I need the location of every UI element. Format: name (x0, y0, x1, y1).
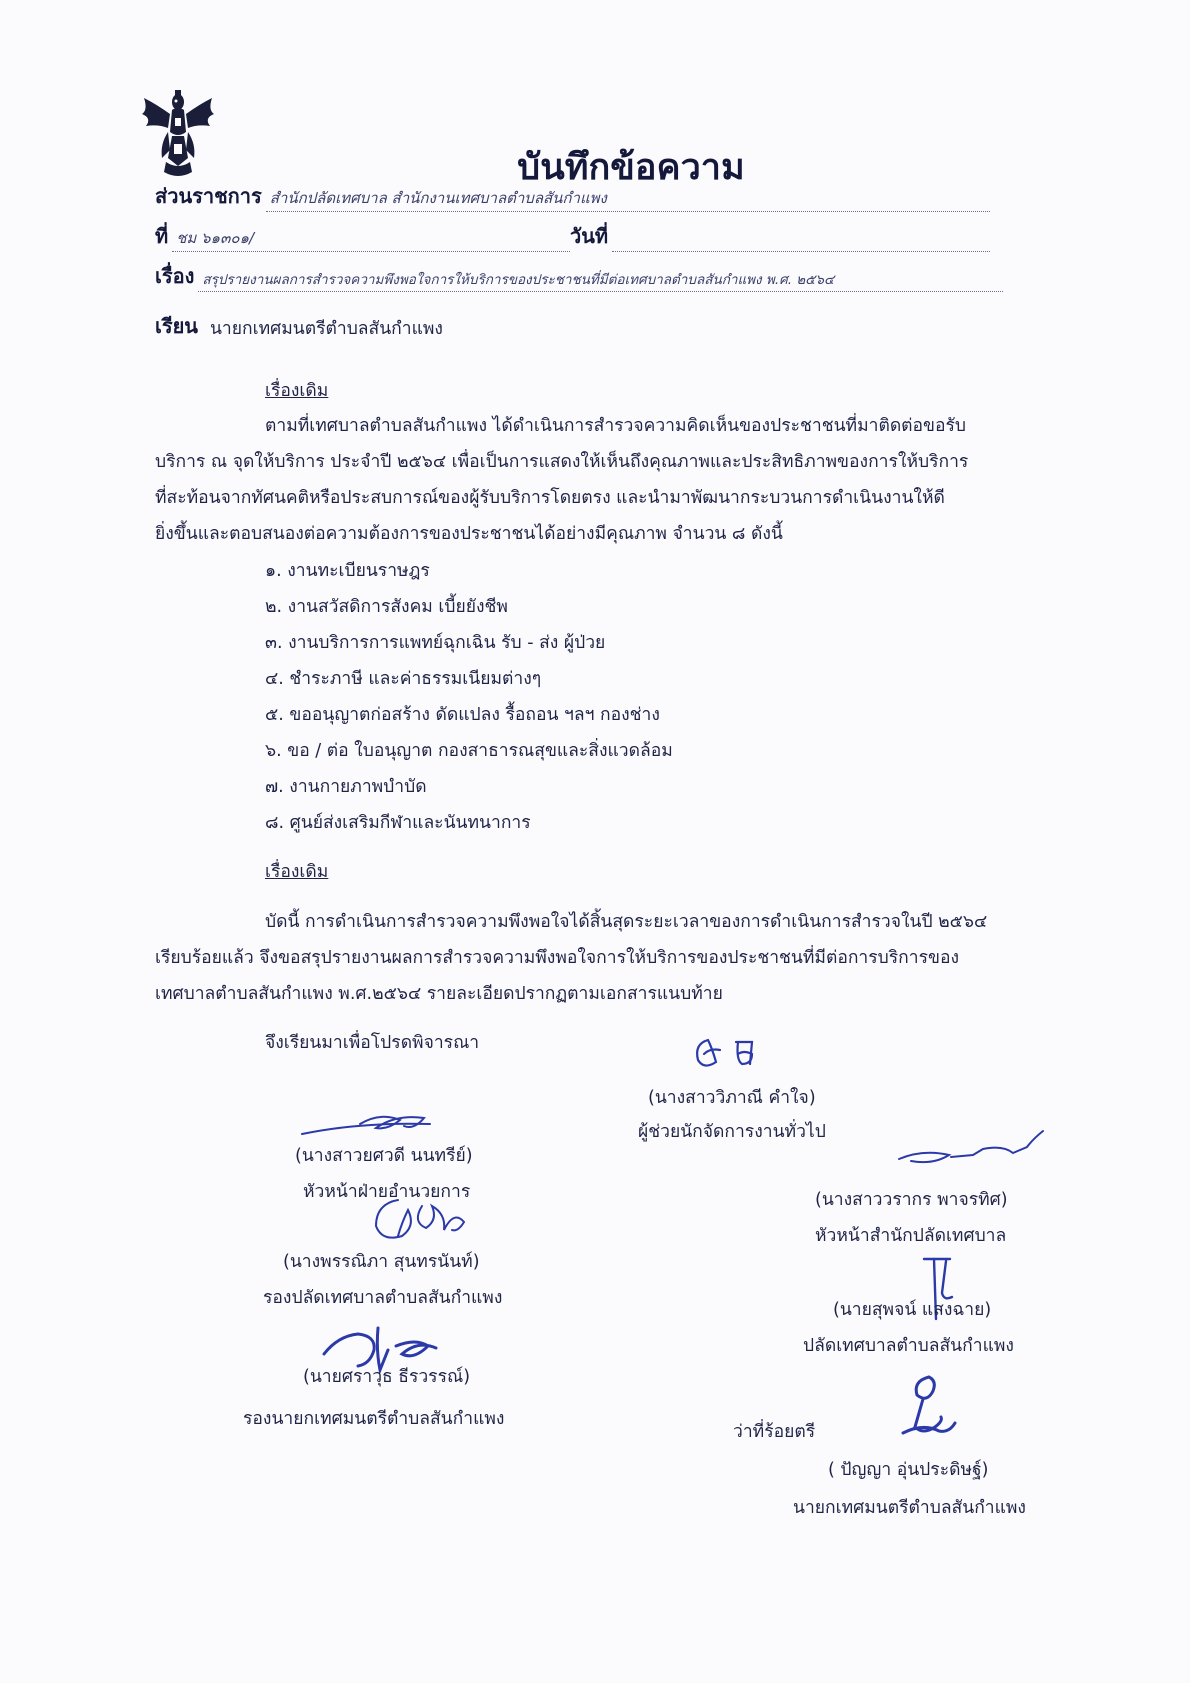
signatory-1-title: ผู้ช่วยนักจัดการงานทั่วไป (638, 1122, 826, 1142)
ref-row (155, 218, 570, 252)
signatory-3-name: (นางสาววรากร พาจรทิศ) (815, 1190, 1008, 1210)
subject-row (155, 258, 1003, 292)
signatory-6-name: (นายศราวุธ ธีรวรรณ์) (303, 1367, 471, 1387)
subject-label: เรื่อง (155, 264, 195, 288)
to-row (155, 308, 755, 342)
signature-7-icon (893, 1373, 963, 1443)
section1-line-1: ตามที่เทศบาลตำบลสันกำแพง ได้ดำเนินการสำรวจความคิดเห็นของประชาชนที่มาติดต่อขอรับ (265, 416, 967, 436)
signatory-6-title: รองนายกเทศมนตรีตำบลสันกำแพง (243, 1409, 505, 1429)
list-item: ๗. งานกายภาพบำบัด (265, 777, 427, 797)
ref-label: ที่ (155, 224, 169, 248)
section2-heading: เรื่องเดิม (265, 862, 329, 882)
section1-line-2: บริการ ณ จุดให้บริการ ประจำปี ๒๕๖๔ เพื่อเป็นการแสดงให้เห็นถึงคุณภาพและประสิทธิภาพของการให้บริการ (155, 452, 969, 472)
date-row (570, 218, 990, 252)
subject-value: สรุปรายงานผลการสำรวจความพึงพอใจการให้บริการของประชาชนที่มีต่อเทศบาลตำบลสันกำแพง พ.ศ. ๒๕๖๔ (198, 268, 1003, 292)
closing-line: จึงเรียนมาเพื่อโปรดพิจารณา (265, 1033, 480, 1053)
to-value: นายกเทศมนตรีตำบลสันกำแพง (209, 319, 443, 339)
department-label: ส่วนราชการ (155, 184, 262, 208)
signatory-4-title: รองปลัดเทศบาลตำบลสันกำแพง (263, 1288, 503, 1308)
list-item: ๘. ศูนย์ส่งเสริมกีฬาและนันทนาการ (265, 813, 531, 833)
signatory-2-name: (นางสาวยศวดี นนทรีย์) (295, 1146, 473, 1166)
section1-line-3: ที่สะท้อนจากทัศนคติหรือประสบการณ์ของผู้รับบริการโดยตรง และนำมาพัฒนากระบวนการดำเนินงานให้ดี (155, 488, 945, 508)
section2-line-3: เทศบาลตำบลสันกำแพง พ.ศ.๒๕๖๔ รายละเอียดปรากฏตามเอกสารแนบท้าย (155, 984, 723, 1004)
signatory-3-title: หัวหน้าสำนักปลัดเทศบาล (815, 1226, 1007, 1246)
list-item: ๕. ขออนุญาตก่อสร้าง ดัดแปลง รื้อถอน ฯลฯ กองช่าง (265, 705, 660, 725)
date-label: วันที่ (570, 224, 609, 248)
signatory-2-title: หัวหน้าฝ่ายอำนวยการ (303, 1182, 471, 1202)
date-value (612, 250, 990, 252)
signatory-7-name: ( ปัญญา อุ่นประดิษฐ์) (828, 1460, 989, 1480)
department-value: สำนักปลัดเทศบาล สำนักงานเทศบาลตำบลสันกำแพง (266, 186, 990, 212)
section1-line-4: ยิ่งขึ้นและตอบสนองต่อความต้องการของประชาชนได้อย่างมีคุณภาพ จำนวน ๘ ดังนี้ (155, 524, 783, 544)
signature-4-icon (368, 1192, 488, 1252)
signature-1-icon (690, 1030, 770, 1076)
section2-line-1: บัดนี้ การดำเนินการสำรวจความพึงพอใจได้สิ้นสุดระยะเวลาของการดำเนินการสำรวจในปี ๒๕๖๔ (265, 912, 988, 932)
department-row (155, 178, 990, 212)
signatory-4-name: (นางพรรณิภา สุนทรนันท์) (283, 1252, 480, 1272)
signature-2-icon (300, 1106, 470, 1146)
signatory-1-name: (นางสาววิภาณี คำใจ) (648, 1088, 816, 1108)
list-item: ๓. งานบริการการแพทย์ฉุกเฉิน รับ - ส่ง ผู้ป่วย (265, 633, 606, 653)
section2-line-2: เรียบร้อยแล้ว จึงขอสรุปรายงานผลการสำรวจความพึงพอใจการให้บริการของประชาชนที่มีต่อการบริการของ (155, 948, 960, 968)
signatory-5-name: (นายสุพจน์ แสงฉาย) (833, 1300, 992, 1320)
list-item: ๖. ขอ / ต่อ ใบอนุญาต กองสาธารณสุขและสิ่งแวดล้อม (265, 741, 673, 761)
list-item: ๑. งานทะเบียนราษฎร (265, 561, 430, 581)
signatory-7-prefix: ว่าที่ร้อยตรี (733, 1422, 816, 1442)
section1-heading: เรื่องเดิม (265, 381, 329, 401)
list-item: ๔. ชำระภาษี และค่าธรรมเนียมต่างๆ (265, 669, 542, 689)
signatory-7-title: นายกเทศมนตรีตำบลสันกำแพง (793, 1498, 1026, 1518)
signature-3-icon (893, 1125, 1053, 1175)
ref-value: ชม ๖๑๓๐๑/ (172, 226, 570, 252)
to-label: เรียน (155, 314, 198, 338)
signatory-5-title: ปลัดเทศบาลตำบลสันกำแพง (803, 1336, 1014, 1356)
list-item: ๒. งานสวัสดิการสังคม เบี้ยยังชีพ (265, 597, 508, 617)
memo-title: บันทึกข้อความ (517, 147, 745, 188)
